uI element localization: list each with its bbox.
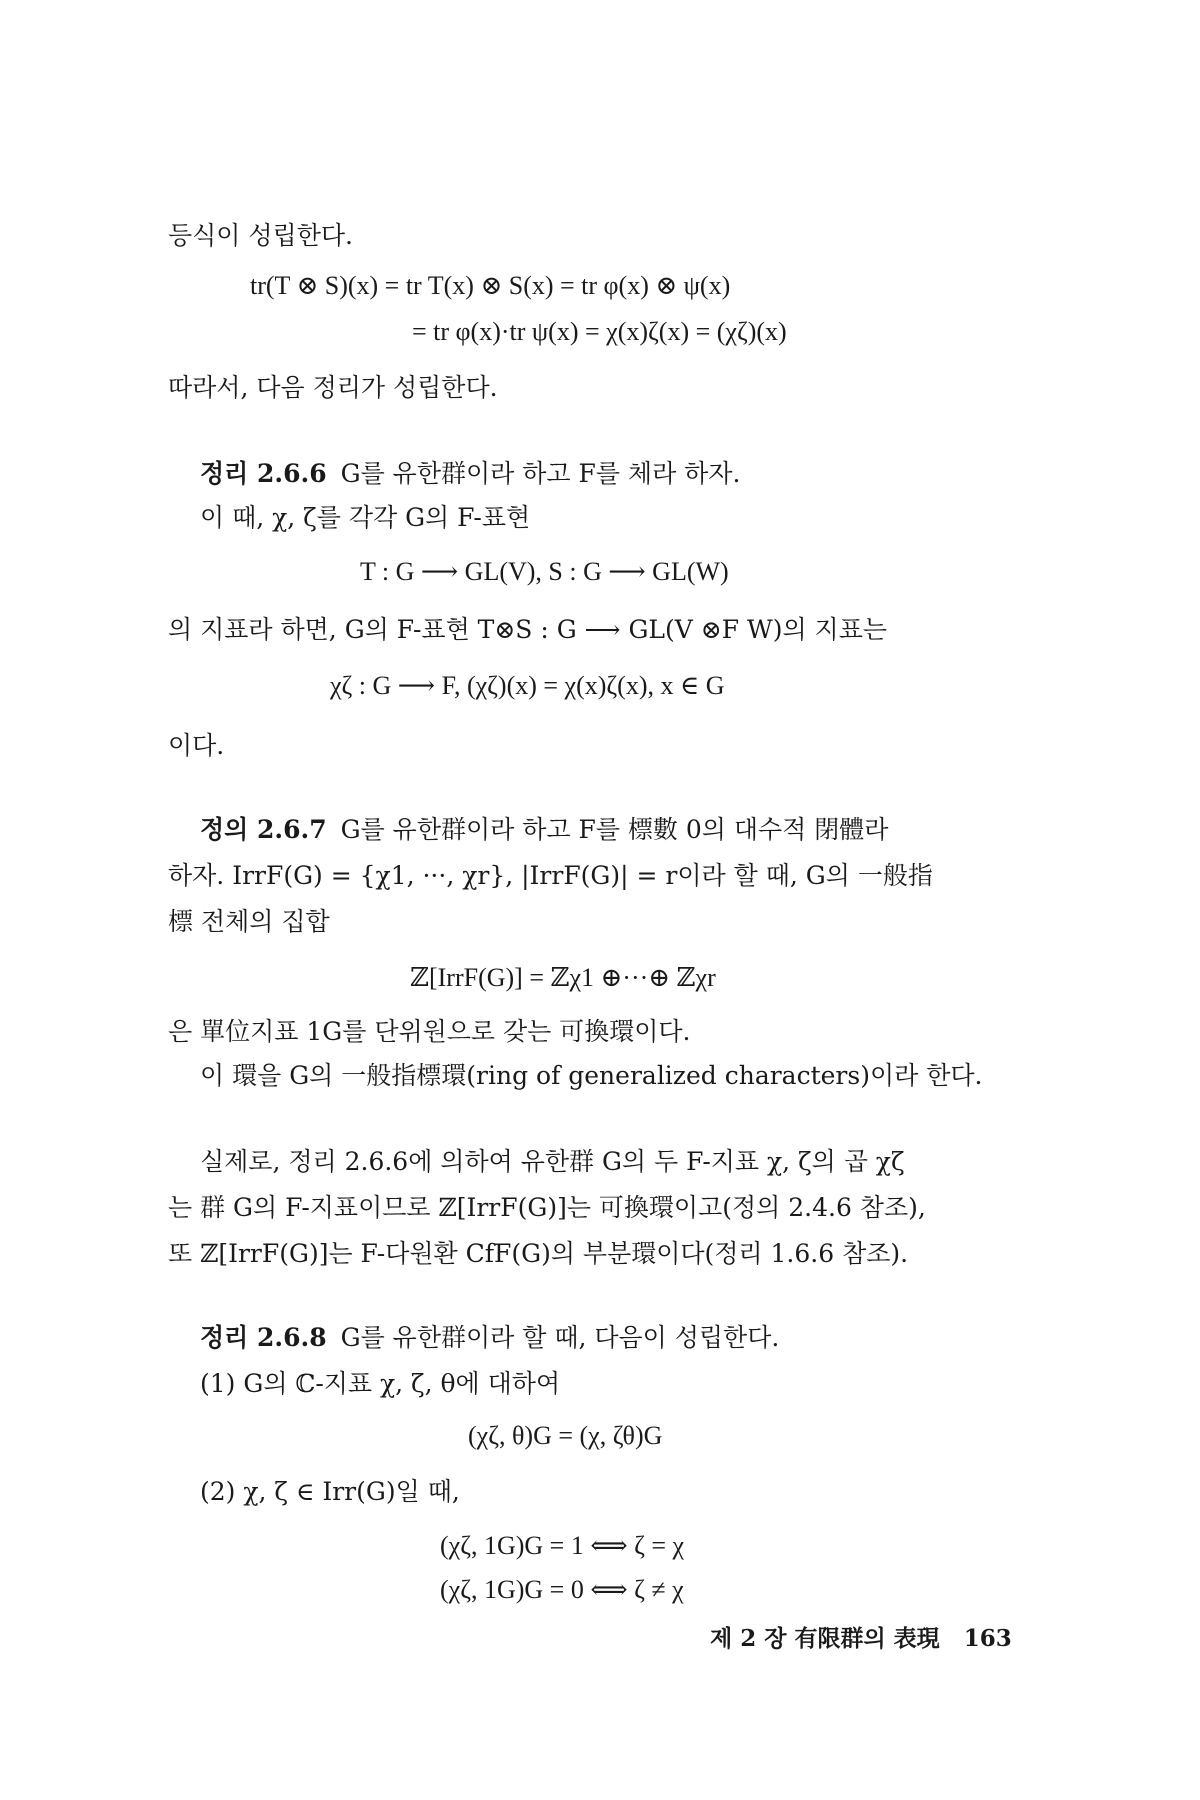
theorem-2-6-8-header [200, 1320, 779, 1356]
text-line: 이 環을 G의 一般指標環(ring of generalized characters)이라 한다. [200, 1061, 983, 1090]
definition-text: G를 유한群이라 하고 F를 標數 0의 대수적 閉體라 [340, 815, 889, 844]
text-line: 標 전체의 집합 [168, 907, 330, 936]
definition-label: 정의 2.6.7 [200, 815, 327, 844]
equation-line: tr(T ⊗ S)(x) = tr T(x) ⊗ S(x) = tr φ(x) ⊗ ψ(x) [250, 271, 731, 300]
text-line: 은 單位지표 1G를 단위원으로 갖는 可換環이다. [168, 1017, 691, 1046]
equation-line: ℤ[IrrF(G)] = ℤχ1 ⊕···⊕ ℤχr [410, 963, 716, 992]
equation-line: = tr φ(x)·tr ψ(x) = χ(x)ζ(x) = (χζ)(x) [412, 317, 787, 346]
equation-line: (χζ, θ)G = (χ, ζθ)G [468, 1421, 663, 1450]
text-line: 이 때, χ, ζ를 각각 G의 F-표현 [200, 503, 531, 532]
theorem-2-6-6-header [200, 456, 740, 492]
page-footer [710, 1620, 1012, 1653]
text-line: 이다. [168, 731, 225, 760]
text-line: 의 지표라 하면, G의 F-표현 T⊗S : G ⟶ GL(V ⊗F W)의 지표는 [168, 615, 888, 644]
equation-line: (χζ, 1G)G = 0 ⟺ ζ ≠ χ [440, 1575, 684, 1604]
text-line: (1) G의 ℂ-지표 χ, ζ, θ에 대하여 [200, 1369, 561, 1398]
theorem-text: G를 유한群이라 하고 F를 체라 하자. [340, 459, 741, 488]
page-number: 163 [963, 1625, 1012, 1652]
theorem-label: 정리 2.6.8 [200, 1323, 327, 1352]
text-line: (2) χ, ζ ∈ Irr(G)일 때, [200, 1477, 460, 1506]
text-line: 또 ℤ[IrrF(G)]는 F-다원환 CfF(G)의 부분環이다(정리 1.6.6 참조). [168, 1239, 909, 1268]
chapter-title: 제 2 장 有限群의 表現 [710, 1625, 940, 1652]
theorem-text: G를 유한群이라 할 때, 다음이 성립한다. [340, 1323, 780, 1352]
equation-line: (χζ, 1G)G = 1 ⟺ ζ = χ [440, 1531, 685, 1560]
definition-2-6-7-header [200, 812, 888, 848]
text-line: 실제로, 정리 2.6.6에 의하여 유한群 G의 두 F-지표 χ, ζ의 곱 χζ [200, 1147, 905, 1176]
text-line: 따라서, 다음 정리가 성립한다. [168, 373, 498, 402]
equation-line: χζ : G ⟶ F, (χζ)(x) = χ(x)ζ(x), x ∈ G [330, 671, 725, 700]
equation-line: T : G ⟶ GL(V), S : G ⟶ GL(W) [360, 557, 729, 586]
text-line: 는 群 G의 F-지표이므로 ℤ[IrrF(G)]는 可換環이고(정의 2.4.6 참조), [168, 1193, 926, 1222]
text-line: 하자. IrrF(G) = {χ1, ···, χr}, |IrrF(G)| = r이라 할 때, G의 一般指 [168, 861, 933, 890]
text-line: 등식이 성립한다. [168, 221, 353, 250]
theorem-label: 정리 2.6.6 [200, 459, 327, 488]
